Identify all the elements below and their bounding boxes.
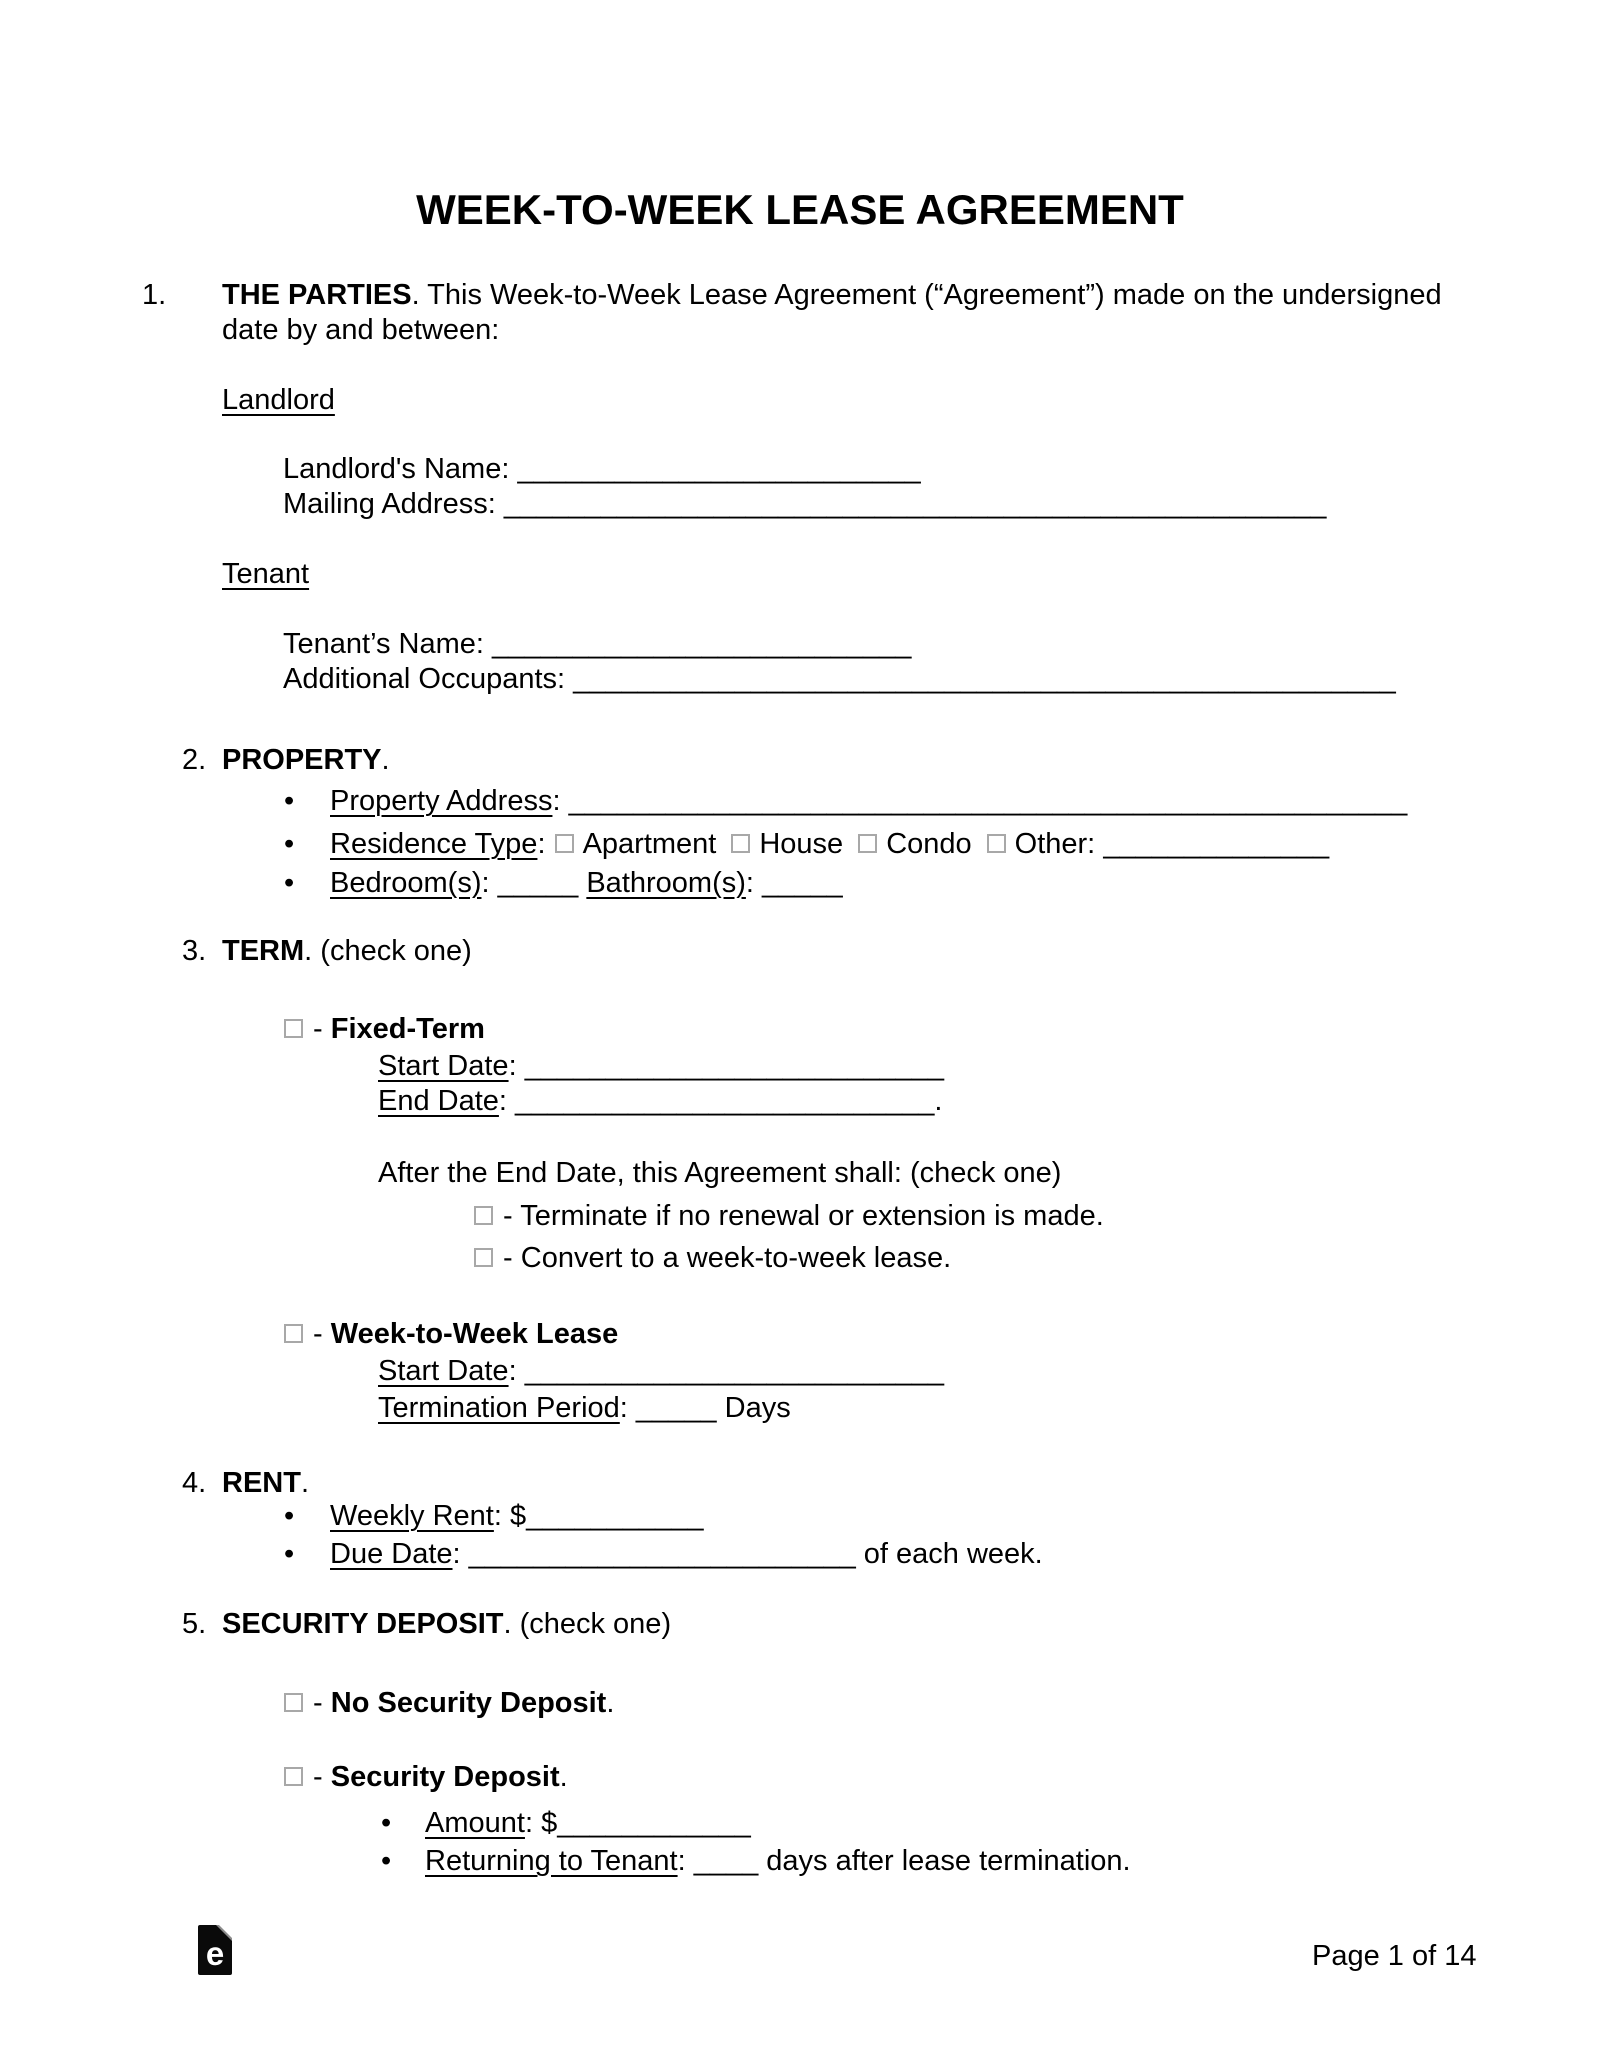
- property-address-blank[interactable]: ____________________________________________________: [568, 785, 1408, 817]
- sentence-period: .: [606, 1687, 615, 1719]
- landlord-heading: [222, 383, 335, 418]
- parties-intro: . This Week-to-Week Lease Agreement (“Agreement”) made on the undersigned date by and between:: [222, 279, 1442, 346]
- bullet-icon: •: [284, 1538, 295, 1570]
- landlord-name-row: [283, 452, 921, 487]
- section-number: 1.: [142, 279, 167, 311]
- returning-suffix: days after lease termination.: [758, 1845, 1131, 1877]
- house-option-label: House: [759, 828, 844, 860]
- label-separator: : $: [524, 1807, 558, 1839]
- page-title: WEEK-TO-WEEK LEASE AGREEMENT: [416, 186, 1184, 233]
- section-heading: SECURITY DEPOSIT: [222, 1608, 504, 1640]
- bathrooms-label: Bathroom(s): [586, 867, 746, 899]
- house-checkbox[interactable]: [731, 834, 750, 853]
- section-heading: RENT: [222, 1467, 301, 1499]
- heading-suffix: . (check one): [503, 1608, 672, 1640]
- additional-occupants-row: [283, 662, 1396, 697]
- heading-suffix: . (check one): [304, 935, 472, 967]
- weekly-rent-blank[interactable]: ___________: [526, 1500, 704, 1532]
- fixed-end-date-row: [378, 1084, 942, 1119]
- fixed-start-date-row: [378, 1049, 944, 1084]
- additional-occupants-blank[interactable]: ___________________________________________________: [573, 663, 1396, 695]
- tenant-heading: [222, 557, 309, 592]
- returning-label: Returning to Tenant: [425, 1845, 678, 1877]
- terminate-checkbox[interactable]: [474, 1206, 493, 1225]
- dash-separator: -: [305, 1761, 331, 1793]
- tenant-name-label: Tenant’s Name:: [283, 628, 493, 660]
- terminate-option-label: - Terminate if no renewal or extension is made.: [495, 1200, 1104, 1232]
- label-separator: :: [745, 867, 763, 899]
- weekly-start-date-blank[interactable]: __________________________: [524, 1355, 945, 1387]
- label-separator: :: [619, 1392, 636, 1424]
- page-number-text: Page 1 of 14: [1312, 1940, 1477, 1972]
- tenant-name-row: [283, 627, 911, 662]
- security-deposit-row: [283, 1760, 568, 1795]
- termination-period-label: Termination Period: [378, 1392, 620, 1424]
- label-separator: :: [508, 1050, 525, 1082]
- other-option-label: Other:: [1014, 828, 1104, 860]
- due-date-suffix: of each week.: [855, 1538, 1043, 1570]
- terminate-option-row: [473, 1199, 1104, 1234]
- apartment-checkbox[interactable]: [555, 834, 574, 853]
- bathrooms-blank[interactable]: _____: [762, 867, 843, 899]
- bedrooms-blank[interactable]: _____: [497, 867, 579, 899]
- sentence-period: .: [559, 1761, 568, 1793]
- label-separator: :: [452, 1538, 469, 1570]
- section-number: 4.: [182, 1467, 207, 1499]
- termination-period-row: [378, 1391, 791, 1426]
- label-separator: : $: [493, 1500, 527, 1532]
- amount-label: Amount: [425, 1807, 525, 1839]
- fixed-end-date-blank[interactable]: __________________________: [515, 1085, 935, 1117]
- condo-checkbox[interactable]: [858, 834, 877, 853]
- other-checkbox[interactable]: [987, 834, 1006, 853]
- section-heading: TERM: [222, 935, 305, 967]
- page-number: [1312, 1939, 1476, 1974]
- week-to-week-checkbox[interactable]: [284, 1324, 303, 1343]
- no-security-deposit-label: No Security Deposit: [330, 1687, 607, 1719]
- section-term: [182, 934, 472, 969]
- due-date-blank[interactable]: ________________________: [468, 1538, 856, 1570]
- section-number: 5.: [182, 1608, 207, 1640]
- fixed-term-label: Fixed-Term: [330, 1013, 485, 1045]
- property-address-row: [284, 784, 1407, 819]
- fixed-start-date-blank[interactable]: __________________________: [524, 1050, 945, 1082]
- no-security-deposit-checkbox[interactable]: [284, 1693, 303, 1712]
- fixed-term-row: [283, 1012, 485, 1047]
- label-separator: :: [552, 785, 569, 817]
- returning-blank[interactable]: ____: [693, 1845, 759, 1877]
- mailing-address-row: [283, 487, 1326, 522]
- section-number: 3.: [182, 935, 207, 967]
- eforms-logo-icon: [198, 1925, 232, 1975]
- termination-period-blank[interactable]: _____: [635, 1392, 717, 1424]
- bullet-icon: •: [284, 785, 295, 817]
- fixed-term-checkbox[interactable]: [284, 1019, 303, 1038]
- convert-option-row: [473, 1241, 951, 1276]
- section-number: 2.: [182, 744, 207, 776]
- bullet-icon: •: [284, 867, 295, 899]
- section-heading: THE PARTIES: [222, 279, 412, 311]
- due-date-label: Due Date: [330, 1538, 453, 1570]
- section-security-deposit: [182, 1607, 671, 1642]
- due-date-row: [284, 1537, 1043, 1572]
- mailing-address-blank[interactable]: ___________________________________________________: [503, 488, 1327, 520]
- dash-separator: -: [305, 1318, 331, 1350]
- convert-option-label: - Convert to a week-to-week lease.: [495, 1242, 952, 1274]
- label-separator: :: [677, 1845, 694, 1877]
- bullet-icon: •: [284, 828, 295, 860]
- bullet-icon: •: [284, 1500, 295, 1532]
- dash-separator: -: [305, 1687, 331, 1719]
- section-rent: [182, 1466, 309, 1501]
- tenant-heading-label: Tenant: [222, 558, 310, 590]
- amount-blank[interactable]: ____________: [557, 1807, 751, 1839]
- additional-occupants-label: Additional Occupants:: [283, 663, 574, 695]
- weekly-rent-label: Weekly Rent: [330, 1500, 494, 1532]
- returning-to-tenant-row: [381, 1844, 1131, 1879]
- week-to-week-row: [283, 1317, 618, 1352]
- label-separator: :: [481, 867, 498, 899]
- tenant-name-blank[interactable]: __________________________: [492, 628, 912, 660]
- after-end-date-text: [378, 1156, 1061, 1191]
- termination-period-suffix: Days: [716, 1392, 791, 1424]
- landlord-heading-label: Landlord: [222, 384, 335, 416]
- label-separator: :: [537, 828, 554, 860]
- heading-period: .: [381, 744, 390, 776]
- convert-checkbox[interactable]: [474, 1248, 493, 1267]
- section-property: [182, 743, 390, 778]
- weekly-start-date-row: [378, 1354, 944, 1389]
- other-blank[interactable]: ______________: [1103, 828, 1330, 860]
- label-separator: :: [498, 1085, 516, 1117]
- start-date-label: Start Date: [378, 1050, 509, 1082]
- landlord-name-blank[interactable]: _________________________: [517, 453, 921, 485]
- bedrooms-bathrooms-row: [284, 866, 843, 901]
- heading-period: .: [300, 1467, 310, 1499]
- logo-letter: e: [205, 1935, 225, 1972]
- no-security-deposit-row: [283, 1686, 614, 1721]
- condo-option-label: Condo: [886, 828, 972, 860]
- apartment-option-label: Apartment: [582, 828, 717, 860]
- bedrooms-label: Bedroom(s): [330, 867, 482, 899]
- residence-type-row: [284, 827, 1329, 862]
- weekly-rent-row: [284, 1499, 704, 1534]
- bullet-icon: •: [381, 1807, 392, 1839]
- landlord-name-label: Landlord's Name:: [283, 453, 518, 485]
- start-date-label: Start Date: [378, 1355, 509, 1387]
- dash-separator: -: [305, 1013, 331, 1045]
- section-parties: [142, 278, 1468, 348]
- security-deposit-label: Security Deposit: [330, 1761, 560, 1793]
- week-to-week-label: Week-to-Week Lease: [330, 1318, 619, 1350]
- mailing-address-label: Mailing Address:: [283, 488, 504, 520]
- label-separator: :: [508, 1355, 525, 1387]
- residence-type-label: Residence Type: [330, 828, 538, 860]
- end-date-label: End Date: [378, 1085, 499, 1117]
- security-deposit-checkbox[interactable]: [284, 1767, 303, 1786]
- deposit-amount-row: [381, 1806, 751, 1841]
- after-end-date-label: After the End Date, this Agreement shall: (check one): [378, 1157, 1062, 1189]
- property-address-label: Property Address: [330, 785, 553, 817]
- sentence-period: .: [934, 1085, 943, 1117]
- bullet-icon: •: [381, 1845, 392, 1877]
- section-heading: PROPERTY: [222, 744, 382, 776]
